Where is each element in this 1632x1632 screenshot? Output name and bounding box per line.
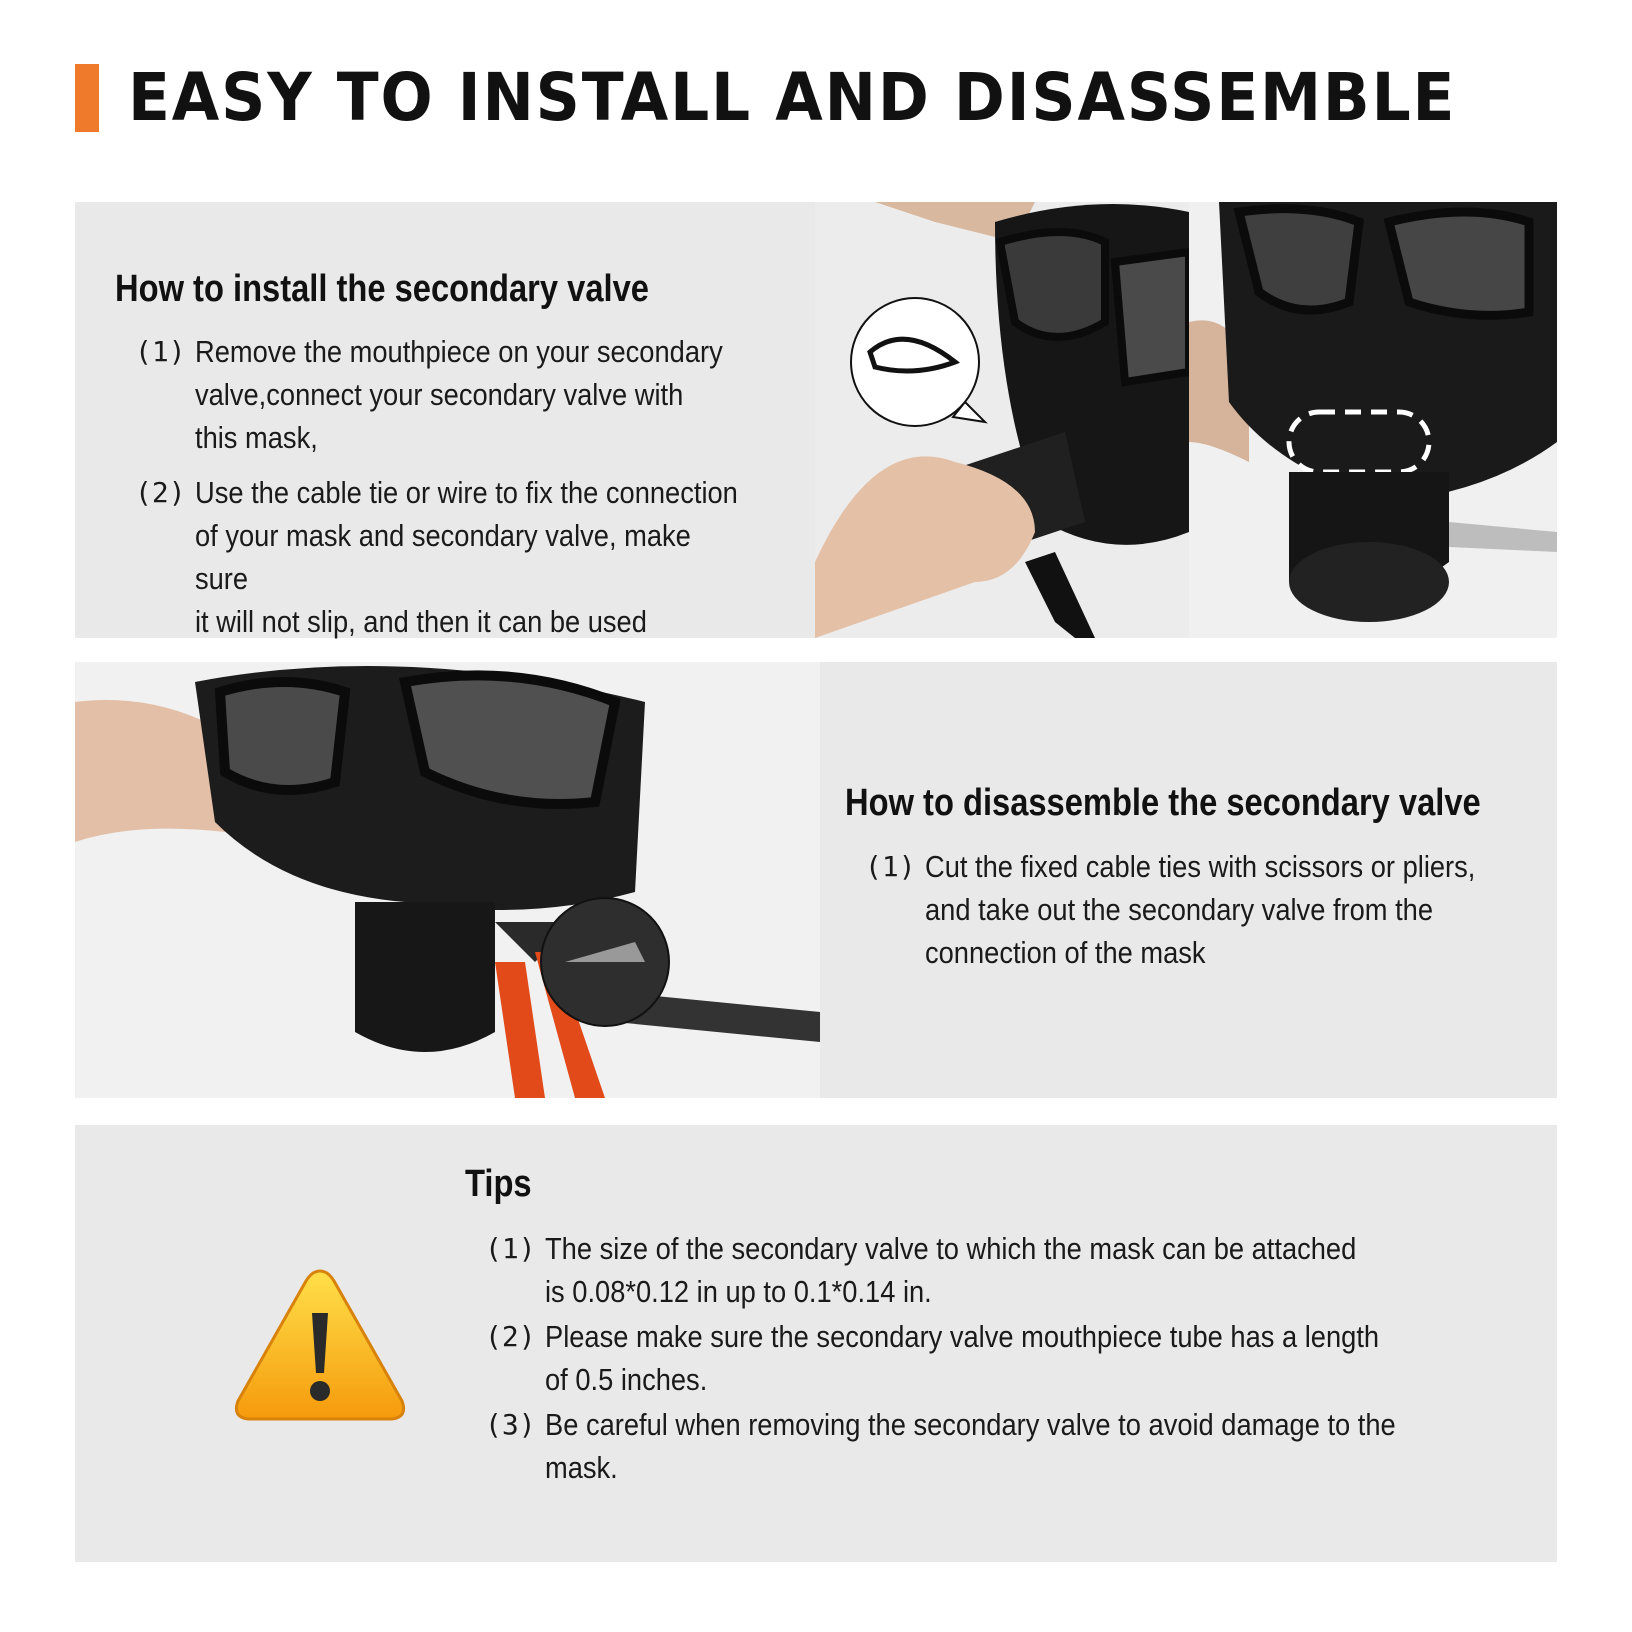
step-number: (2) xyxy=(485,1320,536,1353)
list-item xyxy=(135,330,815,459)
step-text: Cut the fixed cable ties with scissors or pliers, and take out the secondary valve from the connection of the mask xyxy=(925,849,1476,970)
mask-photo-illustration xyxy=(815,202,1189,638)
step-number: (1) xyxy=(865,850,916,883)
pliers-cutting-illustration xyxy=(75,662,820,1098)
step-number: (3) xyxy=(485,1408,536,1441)
list-item xyxy=(485,1315,1545,1401)
list-item xyxy=(135,471,815,643)
disassemble-steps xyxy=(865,845,1555,974)
install-heading: How to install the secondary valve xyxy=(115,268,649,310)
page-title: EASY TO INSTALL AND DISASSEMBLE xyxy=(128,59,1457,136)
disassemble-heading: How to disassemble the secondary valve xyxy=(845,782,1481,824)
list-item xyxy=(865,845,1555,974)
list-item xyxy=(485,1403,1545,1489)
install-panel xyxy=(75,202,815,638)
step-text: Remove the mouthpiece on your secondary valve,connect your secondary valve with this mask, xyxy=(195,334,723,455)
step-text: Use the cable tie or wire to fix the connection of your mask and secondary valve, make sure it will not slip, and then it can be used xyxy=(195,475,738,639)
tips-panel xyxy=(75,1125,1557,1562)
tips-steps xyxy=(485,1227,1545,1489)
warning-icon xyxy=(230,1265,410,1425)
install-steps xyxy=(135,330,815,643)
title-accent-bar xyxy=(75,64,99,132)
step-text: Be careful when removing the secondary valve to avoid damage to the mask. xyxy=(545,1407,1396,1485)
step-text: The size of the secondary valve to which the mask can be attached is 0.08*0.12 in up to 0.1*0.14 in. xyxy=(545,1231,1357,1309)
list-item xyxy=(485,1227,1545,1313)
disassemble-panel xyxy=(820,662,1557,1098)
step-number: (1) xyxy=(135,335,186,368)
install-photo-connection xyxy=(1189,202,1557,638)
mask-connection-illustration xyxy=(1189,202,1557,638)
disassemble-photo xyxy=(75,662,820,1098)
step-number: (2) xyxy=(135,476,186,509)
step-text: Please make sure the secondary valve mouthpiece tube has a length of 0.5 inches. xyxy=(545,1319,1380,1397)
tips-heading: Tips xyxy=(465,1163,532,1205)
install-photo-hand xyxy=(815,202,1189,638)
step-number: (1) xyxy=(485,1232,536,1265)
